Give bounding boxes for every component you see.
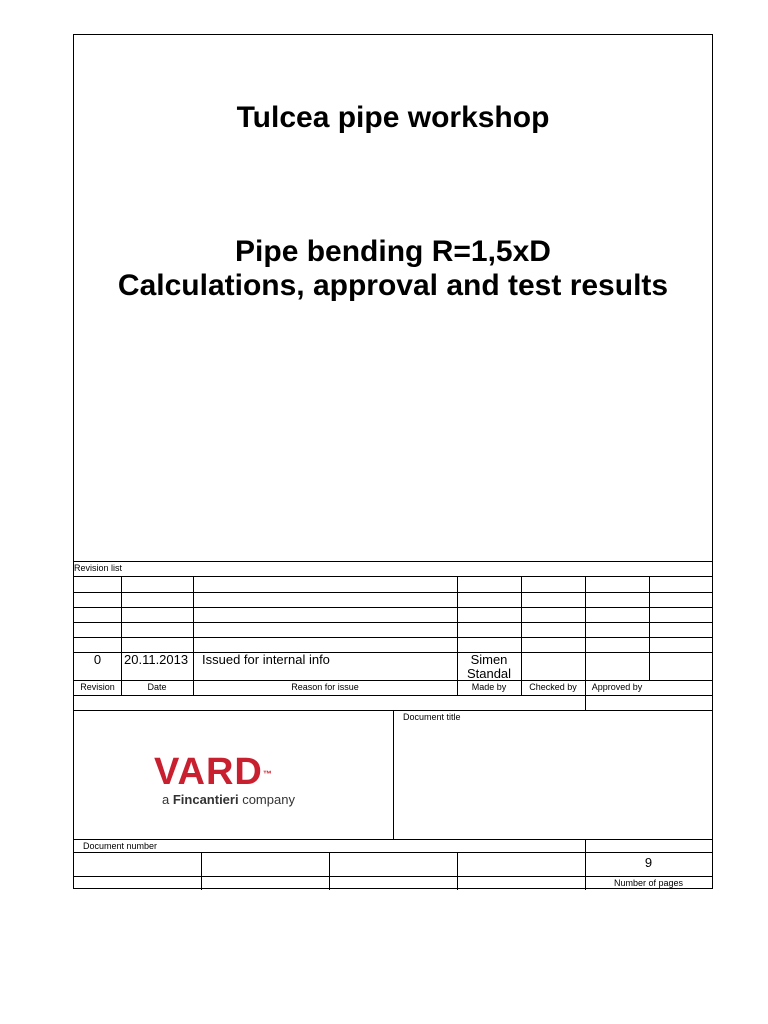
revision-reason: Issued for internal info — [202, 652, 330, 667]
header-revision: Revision — [80, 682, 115, 692]
divider — [121, 576, 122, 695]
divider — [74, 876, 712, 877]
document-title-line-1: Pipe bending R=1,5xD — [235, 235, 551, 268]
divider — [457, 852, 458, 890]
divider — [74, 561, 712, 562]
document-number-label: Document number — [83, 841, 158, 851]
number-of-pages-value: 9 — [644, 855, 653, 870]
divider — [393, 710, 394, 839]
logo-brand: VARD — [154, 751, 263, 793]
logo-tagline-post: company — [238, 792, 295, 807]
vard-logo — [154, 752, 322, 807]
made-by-last-name: Standal — [466, 666, 512, 681]
number-of-pages-label: Number of pages — [614, 878, 684, 888]
document-title-line-2: Calculations, approval and test results — [117, 269, 669, 302]
divider — [74, 576, 712, 577]
divider — [201, 852, 202, 890]
divider — [74, 852, 712, 853]
divider — [74, 592, 712, 593]
divider — [193, 576, 194, 695]
divider — [74, 637, 712, 638]
header-date: Date — [147, 682, 167, 692]
header-approved-by: Approved by — [591, 682, 643, 692]
workshop-title: Tulcea pipe workshop — [236, 101, 550, 134]
header-checked-by: Checked by — [529, 682, 577, 692]
logo-tagline-pre: a — [162, 792, 173, 807]
revision-number: 0 — [93, 652, 102, 667]
revision-date: 20.11.2013 — [124, 652, 189, 667]
revision-list-label: Revision list — [74, 563, 123, 573]
divider — [521, 576, 522, 695]
divider — [74, 622, 712, 623]
divider — [74, 839, 712, 840]
divider — [74, 607, 712, 608]
header-made-by: Made by — [471, 682, 507, 692]
document-title-label: Document title — [403, 712, 461, 722]
divider — [74, 680, 712, 681]
logo-tagline-bold: Fincantieri — [172, 792, 239, 807]
divider — [74, 695, 712, 696]
made-by-first-name: Simen — [470, 652, 508, 667]
divider — [649, 576, 650, 680]
logo-trademark: ™ — [262, 769, 273, 779]
document-frame — [73, 34, 713, 889]
divider — [329, 852, 330, 890]
header-reason: Reason for issue — [291, 682, 359, 692]
